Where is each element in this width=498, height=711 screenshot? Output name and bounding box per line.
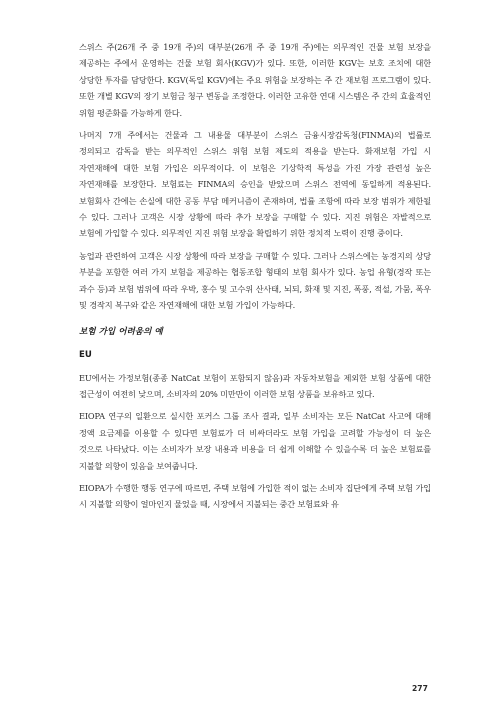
section-heading: 보험 가입 어려움의 예 <box>79 326 163 337</box>
body-paragraph: EIOPA 연구의 일환으로 실시한 포커스 그룹 조사 결과, 일부 소비자는 모든 NatCat 사고에 대해 정액 요금제를 이용할 수 있다면 보험료가 더 비싸더라도 보험 가입을 고려할 가능성이 더 높은 것으로 나타났다. 이는 소비자가 보장 내용과 비용을 더 쉽게 이해할 수 있을수록 더 높은 보험료를 지불할 의향이 있음을 보여줍니다. <box>79 411 431 471</box>
body-paragraph: 스위스 주(26개 주 중 19개 주)의 대부분(26개 주 중 19개 주)에는 의무적인 건물 보험 보장을 제공하는 주에서 운영하는 건물 보험 회사(KGV)가 있다. 또한, 이러한 KGV는 보호 조치에 대한 상당한 투자를 담당한다. KGV(독일 KGV)에는 주요 위험을 보장하는 주 간 재보험 프로그램이 있다. 또한 개별 KGV의 장기 보험금 청구 변동을 조정한다. 이러한 고유한 연대 시스템은 주 간의 효율적인 위험 평준화를 가능하게 한다. <box>79 42 431 118</box>
body-paragraph: 농업과 관련하여 고객은 시장 상황에 따라 보장을 구매할 수 있다. 그러나 스위스에는 농경지의 상당 부분을 포함한 여러 가지 보험을 제공하는 협동조합 형태의 보험 회사가 있다. 농업 유형(경작 또는 과수 등)과 보험 범위에 따라 우박, 홍수 및 고수위 산사태, 뇌되, 화재 및 지진, 폭풍, 적설, 가뭄, 폭우 및 경작지 복구와 같은 자연재해에 대한 보험 가입이 가능하다. <box>79 250 431 311</box>
body-paragraph: 나머지 7개 주에서는 건물과 그 내용물 대부분이 스위스 금융시장감독청(FINMA)의 법률로 정의되고 감독을 받는 의무적인 스위스 위험 보험 제도의 적용을 받는다. 화재보험 가입 시 자연재해에 대한 보험 가입은 의무적이다. 이 보험은 기상학적 특성을 가진 가장 관련성 높은 자연재해를 보장한다. 보험료는 FINMA의 승인을 받았으며 스위스 전역에 동일하게 적용된다. 보험회사 간에는 손실에 대한 공동 부담 메커니즘이 존재하며, 법률 조항에 따라 보장 범위가 제한될 수 있다. 그러나 고객은 시장 상황에 따라 추가 보장을 구매할 수 있다. 지진 위험은 자발적으로 보험에 가입할 수 있다. 의무적인 지진 위험 보장을 확립하기 위한 정치적 노력이 진행 중이다. <box>79 130 431 239</box>
document-page <box>79 39 431 519</box>
subsection-heading: EU <box>79 349 92 360</box>
body-paragraph: EU에서는 가정보험(종종 NatCat 보험이 포함되지 않음)과 자동차보험을 제외한 보험 상품에 대한 접근성이 여전히 낮으며, 소비자의 20% 미만만이 이러한 보험 상품을 보유하고 있다. <box>79 372 431 399</box>
body-paragraph: EIOPA가 수행한 행동 연구에 따르면, 주택 보험에 가입한 적이 없는 소비자 집단에게 주택 보험 가입 시 지불할 의향이 얼마인지 물었을 때, 시장에서 지불되는 중간 보험료와 유 <box>79 482 431 510</box>
page-number: 277 <box>412 684 428 693</box>
